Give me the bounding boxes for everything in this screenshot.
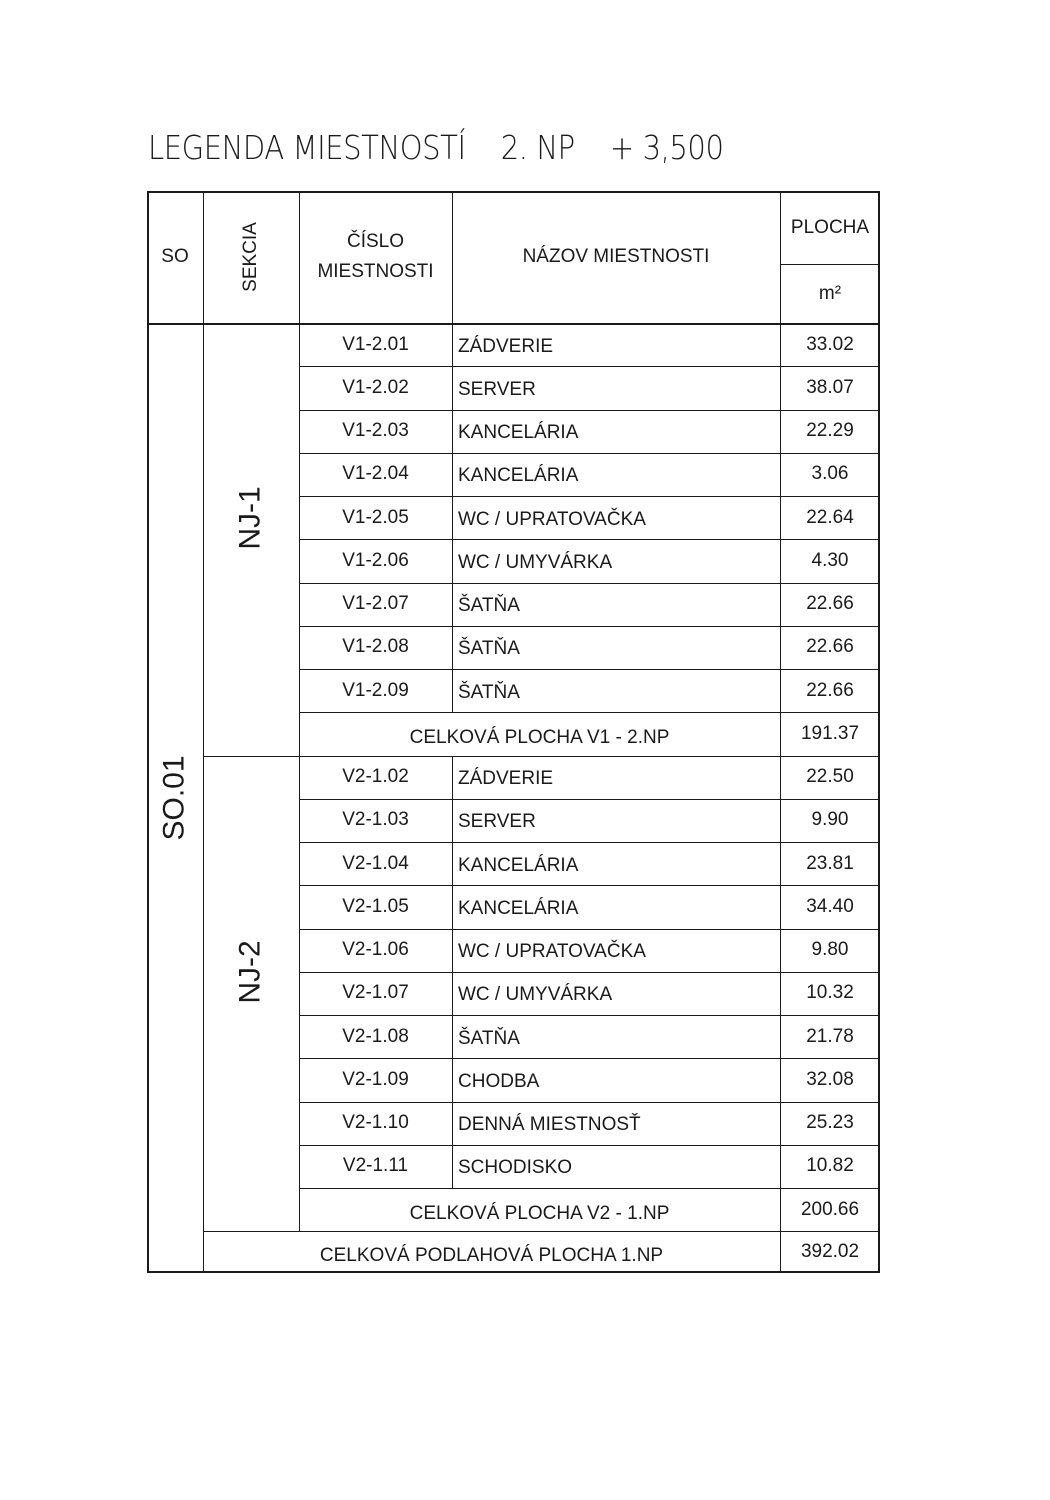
- room-number: V1-2.07: [342, 593, 409, 615]
- room-area: 23.81: [806, 852, 854, 874]
- subtotal-label: CELKOVÁ PLOCHA V2 - 1.NP: [409, 1202, 670, 1224]
- room-area: 33.02: [806, 333, 854, 355]
- column-rule: [299, 972, 300, 1015]
- subtotal-area: 191.37: [800, 722, 860, 744]
- room-name: WC / UMYVÁRKA: [458, 984, 613, 1006]
- room-name: KANCELÁRIA: [458, 465, 579, 487]
- column-rule: [780, 842, 781, 885]
- room-name: ŠATŇA: [458, 681, 520, 703]
- border-top: [147, 191, 880, 193]
- room-number: V1-2.01: [342, 333, 409, 355]
- header-so: SO: [161, 246, 189, 267]
- room-area: 22.66: [806, 636, 854, 658]
- column-rule: [299, 410, 300, 453]
- header-unit: m²: [818, 282, 842, 304]
- column-rule: [780, 453, 781, 496]
- header-column-rule: [452, 191, 453, 323]
- room-name: ŠATŇA: [458, 595, 520, 617]
- column-rule: [299, 799, 300, 842]
- column-rule: [299, 583, 300, 626]
- column-rule: [452, 626, 453, 669]
- header-column-rule: [780, 191, 781, 323]
- column-rule: [780, 972, 781, 1015]
- column-rule: [452, 1015, 453, 1058]
- room-number: V2-1.02: [342, 766, 409, 788]
- total-area: 392.02: [800, 1241, 860, 1263]
- room-area: 10.82: [806, 1155, 854, 1177]
- so-label: [147, 323, 203, 1273]
- room-name: DENNÁ MIESTNOSŤ: [458, 1114, 641, 1136]
- room-number: V2-1.03: [342, 809, 409, 831]
- column-rule: [299, 712, 300, 755]
- column-rule: [452, 583, 453, 626]
- room-area: 4.30: [811, 549, 849, 571]
- column-rule: [452, 842, 453, 885]
- room-area: 9.80: [811, 939, 849, 961]
- column-rule: [299, 842, 300, 885]
- so-label-text: SO.01: [158, 755, 191, 841]
- room-name: KANCELÁRIA: [458, 897, 579, 919]
- header-column-rule: [299, 191, 300, 323]
- room-number: V2-1.09: [342, 1068, 409, 1090]
- column-rule: [299, 1015, 300, 1058]
- section-label: [203, 756, 299, 1189]
- room-number: V2-1.07: [342, 982, 409, 1004]
- column-rule: [452, 1145, 453, 1188]
- section-label: [203, 323, 299, 712]
- column-rule: [780, 1015, 781, 1058]
- column-rule: [452, 929, 453, 972]
- room-number: V1-2.09: [342, 679, 409, 701]
- column-rule: [299, 929, 300, 972]
- column-rule: [780, 583, 781, 626]
- room-legend-table: [147, 191, 880, 1273]
- room-number: V1-2.03: [342, 420, 409, 442]
- column-rule: [452, 1058, 453, 1101]
- header-sekcia-label: SEKCIA: [239, 222, 261, 292]
- column-rule: [299, 1058, 300, 1101]
- room-number: V2-1.05: [342, 895, 409, 917]
- column-rule: [780, 410, 781, 453]
- room-name: CHODBA: [458, 1070, 540, 1092]
- page-title: LEGENDA MIESTNOSTÍ 2. NP + 3,500: [148, 128, 724, 167]
- column-rule: [452, 496, 453, 539]
- room-name: SCHODISKO: [458, 1157, 573, 1179]
- room-number: V1-2.04: [342, 463, 409, 485]
- room-name: SERVER: [458, 378, 536, 400]
- border-left: [147, 191, 149, 1273]
- column-rule: [780, 539, 781, 582]
- column-rule: [452, 323, 453, 366]
- header-cislo: [299, 191, 452, 323]
- header-plocha: PLOCHA: [790, 216, 870, 238]
- section-label-text: NJ-2: [234, 940, 267, 1004]
- column-rule: [780, 626, 781, 669]
- room-number: V1-2.08: [342, 636, 409, 658]
- room-area: 22.66: [806, 593, 854, 615]
- column-rule: [299, 539, 300, 582]
- header-unit-rule: [780, 264, 880, 265]
- room-number: V2-1.06: [342, 939, 409, 961]
- column-rule: [299, 366, 300, 409]
- column-rule: [203, 323, 204, 1273]
- room-area: 10.32: [806, 982, 854, 1004]
- column-rule: [452, 885, 453, 928]
- column-rule: [299, 1145, 300, 1188]
- room-number: V1-2.02: [342, 376, 409, 398]
- room-area: 25.23: [806, 1112, 854, 1134]
- header-nazov: NÁZOV MIESTNOSTI: [522, 246, 710, 267]
- subtotal-area: 200.66: [800, 1198, 860, 1220]
- total-label: CELKOVÁ PODLAHOVÁ PLOCHA 1.NP: [319, 1245, 664, 1267]
- column-rule: [780, 323, 781, 366]
- column-rule: [299, 323, 300, 366]
- column-rule: [452, 799, 453, 842]
- column-rule: [299, 669, 300, 712]
- room-name: WC / UPRATOVAČKA: [458, 941, 646, 963]
- column-rule: [780, 1102, 781, 1145]
- header-cislo-line1: ČÍSLO: [346, 231, 405, 252]
- room-area: 34.40: [806, 895, 854, 917]
- room-name: SERVER: [458, 811, 536, 833]
- subtotal-label: CELKOVÁ PLOCHA V1 - 2.NP: [409, 726, 670, 748]
- column-rule: [299, 626, 300, 669]
- column-rule: [299, 885, 300, 928]
- column-rule: [780, 885, 781, 928]
- column-rule: [452, 410, 453, 453]
- room-area: 38.07: [806, 376, 854, 398]
- column-rule: [780, 756, 781, 799]
- room-number: V1-2.06: [342, 549, 409, 571]
- room-area: 9.90: [811, 809, 849, 831]
- column-rule: [452, 669, 453, 712]
- room-name: WC / UPRATOVAČKA: [458, 508, 646, 530]
- column-rule: [780, 1231, 781, 1273]
- room-name: WC / UMYVÁRKA: [458, 551, 613, 573]
- header-cislo-line2: MIESTNOSTI: [317, 261, 434, 282]
- column-rule: [452, 1102, 453, 1145]
- column-rule: [780, 496, 781, 539]
- room-area: 21.78: [806, 1025, 854, 1047]
- column-rule: [780, 1145, 781, 1188]
- column-rule: [299, 1188, 300, 1231]
- room-name: ZÁDVERIE: [458, 768, 554, 790]
- header-sekcia: [203, 191, 299, 323]
- room-area: 22.66: [806, 679, 854, 701]
- room-name: ŠATŇA: [458, 1027, 520, 1049]
- room-name: ZÁDVERIE: [458, 335, 554, 357]
- room-name: ŠATŇA: [458, 638, 520, 660]
- column-rule: [780, 366, 781, 409]
- room-number: V1-2.05: [342, 506, 409, 528]
- column-rule: [452, 366, 453, 409]
- column-rule: [780, 669, 781, 712]
- room-number: V2-1.08: [342, 1025, 409, 1047]
- column-rule: [299, 1102, 300, 1145]
- room-area: 32.08: [806, 1068, 854, 1090]
- column-rule: [780, 799, 781, 842]
- column-rule: [299, 453, 300, 496]
- room-name: KANCELÁRIA: [458, 422, 579, 444]
- column-rule: [780, 712, 781, 755]
- room-area: 3.06: [811, 463, 849, 485]
- column-rule: [780, 929, 781, 972]
- room-area: 22.29: [806, 420, 854, 442]
- column-rule: [780, 1188, 781, 1231]
- room-number: V2-1.11: [342, 1155, 409, 1177]
- column-rule: [299, 756, 300, 799]
- column-rule: [780, 1058, 781, 1101]
- room-number: V2-1.04: [342, 852, 409, 874]
- room-number: V2-1.10: [342, 1112, 409, 1134]
- room-area: 22.50: [806, 766, 854, 788]
- room-area: 22.64: [806, 506, 854, 528]
- column-rule: [452, 453, 453, 496]
- header-column-rule: [203, 191, 204, 323]
- column-rule: [299, 496, 300, 539]
- section-label-text: NJ-1: [234, 485, 267, 550]
- column-rule: [452, 972, 453, 1015]
- column-rule: [452, 539, 453, 582]
- column-rule: [452, 756, 453, 799]
- room-name: KANCELÁRIA: [458, 854, 579, 876]
